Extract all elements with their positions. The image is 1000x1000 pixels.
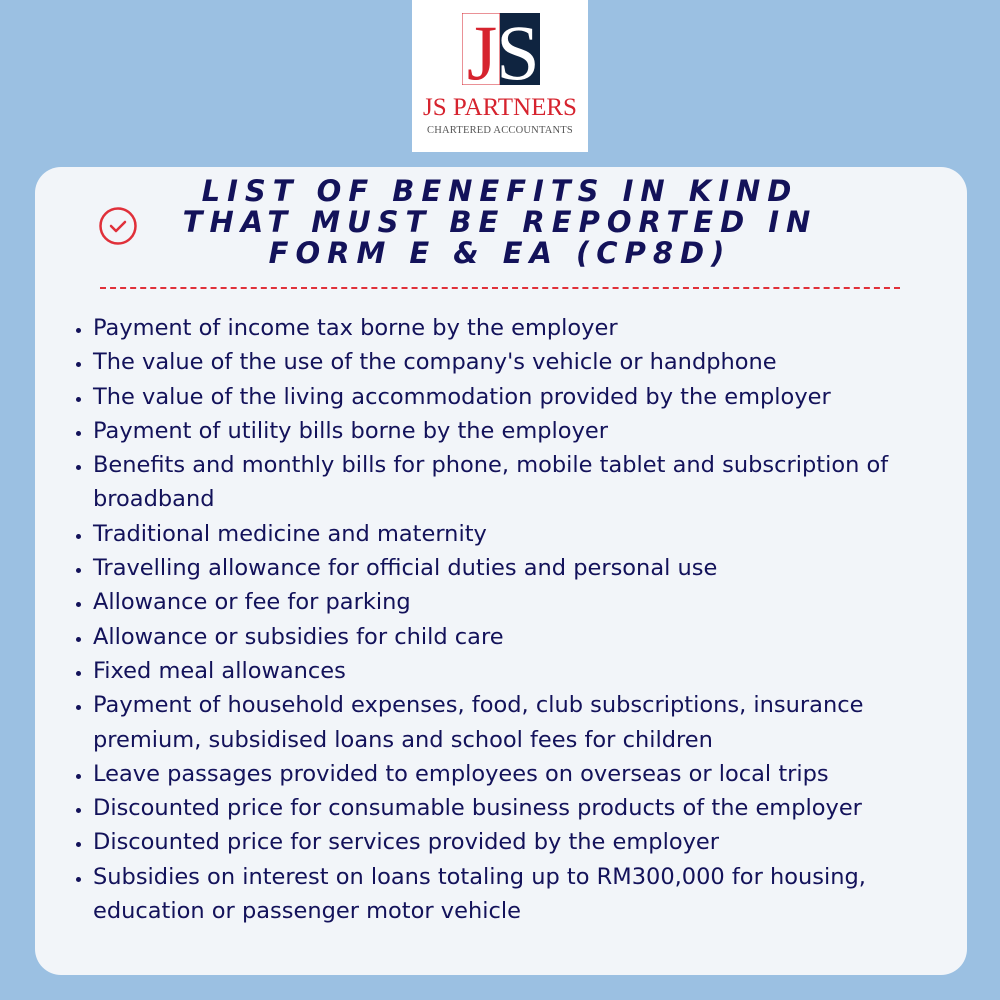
title-line: THAT MUST BE REPORTED IN: [182, 205, 818, 239]
list-item: • The value of the use of the company's vehicle or handphone: [93, 345, 953, 379]
check-circle-icon: [97, 205, 139, 247]
list-item: • Payment of household expenses, food, club subscriptions, insurance premium, subsidised loans and school fees for children: [93, 688, 953, 757]
svg-text:S: S: [496, 13, 540, 85]
list-item: • Discounted price for services provided by the employer: [93, 825, 953, 859]
dashed-divider: [100, 287, 900, 289]
brand-tagline: CHARTERED ACCOUNTANTS: [427, 125, 573, 136]
list-item: • Payment of income tax borne by the employer: [93, 311, 953, 345]
title-line: LIST OF BENEFITS IN KIND: [201, 174, 799, 208]
brand-name: JS PARTNERS: [423, 94, 577, 121]
list-item: • Subsidies on interest on loans totaling up to RM300,000 for housing, education or passenger motor vehicle: [93, 860, 953, 929]
benefits-list: [58, 311, 953, 928]
js-monogram-logo: [462, 13, 540, 85]
list-item: • Fixed meal allowances: [93, 654, 953, 688]
list-item: • Allowance or subsidies for child care: [93, 620, 953, 654]
list-item: • Leave passages provided to employees on overseas or local trips: [93, 757, 953, 791]
list-item: • Travelling allowance for official duties and personal use: [93, 551, 953, 585]
list-item: • Traditional medicine and maternity: [93, 517, 953, 551]
list-item: • Discounted price for consumable business products of the employer: [93, 791, 953, 825]
svg-text:J: J: [466, 13, 498, 85]
logo: [412, 0, 588, 152]
list-item: • The value of the living accommodation provided by the employer: [93, 380, 953, 414]
list-item: • Allowance or fee for parking: [93, 585, 953, 619]
title-line: FORM E & EA (CP8D): [268, 236, 732, 270]
list-item: • Benefits and monthly bills for phone, mobile tablet and subscription of broadband: [93, 448, 953, 517]
page-title: [150, 176, 850, 269]
list-item: • Payment of utility bills borne by the employer: [93, 414, 953, 448]
